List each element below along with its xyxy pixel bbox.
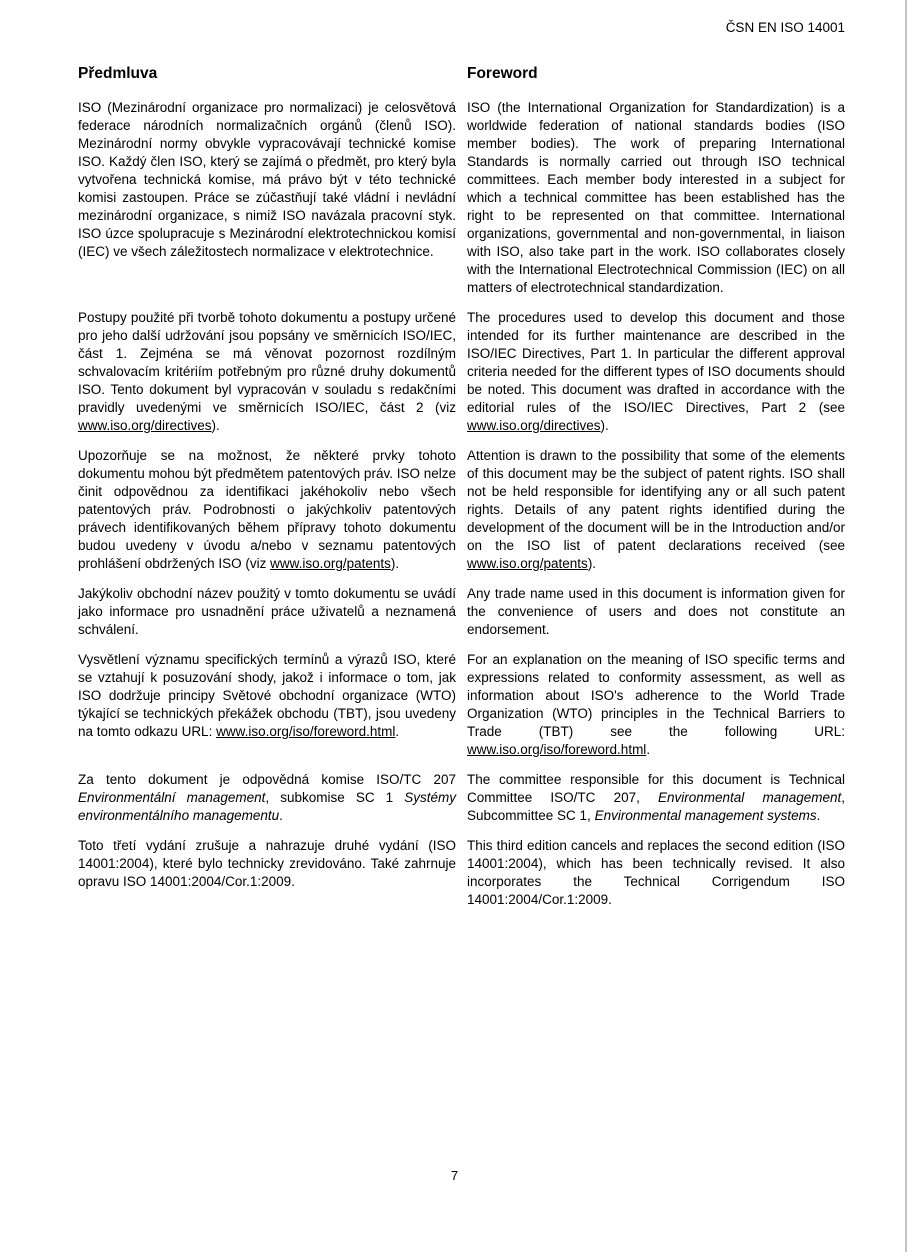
page-number: 7: [450, 1168, 459, 1183]
paragraph-cs: [78, 837, 456, 909]
text-segment: Jakýkoliv obchodní název použitý v tomto dokumentu se uvádí jako informace pro usnadnění práce uživatelů a neznamená schválení.: [78, 586, 456, 637]
paragraph-en: [467, 99, 845, 297]
paragraph-cs: [78, 651, 456, 759]
url-link[interactable]: www.iso.org/patents: [467, 556, 588, 571]
paragraph-en: [467, 837, 845, 909]
italic-text: Environmental management: [658, 790, 842, 805]
url-link[interactable]: www.iso.org/directives: [78, 418, 212, 433]
paragraph-cs: [78, 447, 456, 573]
text-segment: , subkomise SC 1: [265, 790, 405, 805]
paragraph-row: [78, 771, 845, 825]
text-segment: Postupy použité při tvorbě tohoto dokumentu a postupy určené pro jeho další udržování jsou popsány ve směrnicích ISO/IEC, část 1. Zejména se má věnovat pozornost rozdílným schvalovacím kritériím potřebným pro různé druhy dokumentů ISO. Tento dokument byl vypracován v souladu s redakčními pravidly uvedenými ve směrnicích ISO/IEC, část 2 (viz: [78, 310, 456, 415]
text-segment: Vysvětlení významu specifických termínů a výrazů ISO, které se vztahují k posuzování shody, jakož i informace o tom, jak ISO dodržuje principy Světové obchodní organizace (WTO) týkající se technických překážek obchodu (TBT), jsou uvedeny na tomto odkazu URL:: [78, 652, 456, 739]
paragraph-en: [467, 651, 845, 759]
paragraph-row: [78, 309, 845, 435]
paragraph-en: [467, 585, 845, 639]
text-segment: Any trade name used in this document is information given for the convenience of users and does not constitute an endorsement.: [467, 586, 845, 637]
text-segment: For an explanation on the meaning of ISO specific terms and expressions related to conformity assessment, as well as information about ISO's adherence to the World Trade Organization (WTO) principles in the Technical Barriers to Trade (TBT) see the following URL:: [467, 652, 845, 739]
paragraph-row: [78, 447, 845, 573]
text-segment: , Subcommittee SC 1,: [467, 790, 846, 823]
url-link[interactable]: www.iso.org/iso/foreword.html: [467, 742, 647, 757]
text-segment: ISO (Mezinárodní organizace pro normalizaci) je celosvětová federace národních normalizačních orgánů (členů ISO). Mezinárodní normy obvykle vypracovávají technické komise ISO. Každý člen ISO, který se zajímá o předmět, pro který byla vytvořena technická komise, má právo být v této technické komisi zastoupen. Práce se zúčastňují také vládní i nevládní mezinárodní organizace, s nimiž ISO navázala pracovní styk. ISO úzce spolupracuje s Mezinárodní elektrotechnickou komisí (IEC) ve všech záležitostech normalizace v elektrotechnice.: [78, 100, 456, 259]
italic-text: Environmentální management: [78, 790, 266, 805]
url-link[interactable]: www.iso.org/patents: [270, 556, 391, 571]
text-segment: Attention is drawn to the possibility that some of the elements of this document may be the subject of patent rights. ISO shall not be held responsible for identifying any or all such patent rights. Details of any patent rights identified during the development of the document will be in the Introduction and/or on the ISO list of patent declarations received (see: [467, 448, 845, 553]
paragraph-en: [467, 309, 845, 435]
bilingual-paragraphs: [78, 99, 845, 909]
text-segment: .: [279, 808, 283, 823]
italic-text: Systémy environmentálního managementu: [78, 790, 456, 823]
paragraph-cs: [78, 771, 456, 825]
heading-english: Foreword: [467, 65, 538, 82]
heading-czech: Předmluva: [78, 65, 158, 82]
url-link[interactable]: www.iso.org/directives: [467, 418, 601, 433]
text-segment: Toto třetí vydání zrušuje a nahrazuje druhé vydání (ISO 14001:2004), které bylo technicky zrevidováno. Také zahrnuje opravu ISO 14001:2004/Cor.1:2009.: [78, 838, 456, 889]
text-segment: The committee responsible for this document is Technical Committee ISO/TC 207,: [467, 772, 845, 805]
text-segment: ).: [587, 556, 597, 571]
paragraph-row: [78, 585, 845, 639]
paragraph-cs: [78, 585, 456, 639]
paragraph-en: [467, 447, 845, 573]
document-header: ČSN EN ISO 14001: [725, 20, 845, 35]
text-segment: Upozorňuje se na možnost, že některé prvky tohoto dokumentu mohou být předmětem patentových práv. ISO nelze činit odpovědnou za identifikaci jakéhokoliv nebo všech patentových práv. Podrobnosti o jakýchkoliv patentových právech identifikovaných během přípravy tohoto dokumentu budou uvedeny v úvodu a/nebo v seznamu patentových prohlášení obdržených ISO (viz: [78, 448, 456, 571]
paragraph-cs: [78, 309, 456, 435]
italic-text: Environmental management systems: [594, 808, 817, 823]
text-segment: .: [395, 724, 400, 739]
text-segment: ).: [390, 556, 400, 571]
text-segment: The procedures used to develop this document and those intended for its further maintenance are described in the ISO/IEC Directives, Part 1. In particular the different approval criteria needed for the different types of ISO documents should be noted. This document was drafted in accordance with the editorial rules of the ISO/IEC Directives, Part 2 (see: [467, 310, 845, 415]
paragraph-row: [78, 651, 845, 759]
paragraph-en: [467, 771, 845, 825]
paragraph-cs: [78, 99, 456, 297]
paragraph-row: [78, 99, 845, 297]
text-segment: ).: [600, 418, 609, 433]
scan-edge-line: [905, 0, 907, 1252]
url-link[interactable]: www.iso.org/iso/foreword.html: [216, 724, 396, 739]
column-headings: [78, 65, 845, 83]
text-segment: .: [816, 808, 821, 823]
paragraph-row: [78, 837, 845, 909]
text-segment: ISO (the International Organization for Standardization) is a worldwide federation of national standards bodies (ISO member bodies). The work of preparing International Standards is normally carried out through ISO technical committees. Each member body interested in a subject for which a technical committee has been established has the right to be represented on that committee. International organizations, governmental and non-governmental, in liaison with ISO, also take part in the work. ISO collaborates closely with the International Electrotechnical Commission (IEC) on all matters of electrotechnical standardization.: [467, 100, 845, 295]
text-segment: This third edition cancels and replaces the second edition (ISO 14001:2004), which has been technically revised. It also incorporates the Technical Corrigendum ISO 14001:2004/Cor.1:2009.: [467, 838, 845, 907]
text-segment: ).: [211, 418, 220, 433]
text-segment: .: [646, 742, 651, 757]
text-segment: Za tento dokument je odpovědná komise ISO/TC 207: [78, 772, 456, 787]
